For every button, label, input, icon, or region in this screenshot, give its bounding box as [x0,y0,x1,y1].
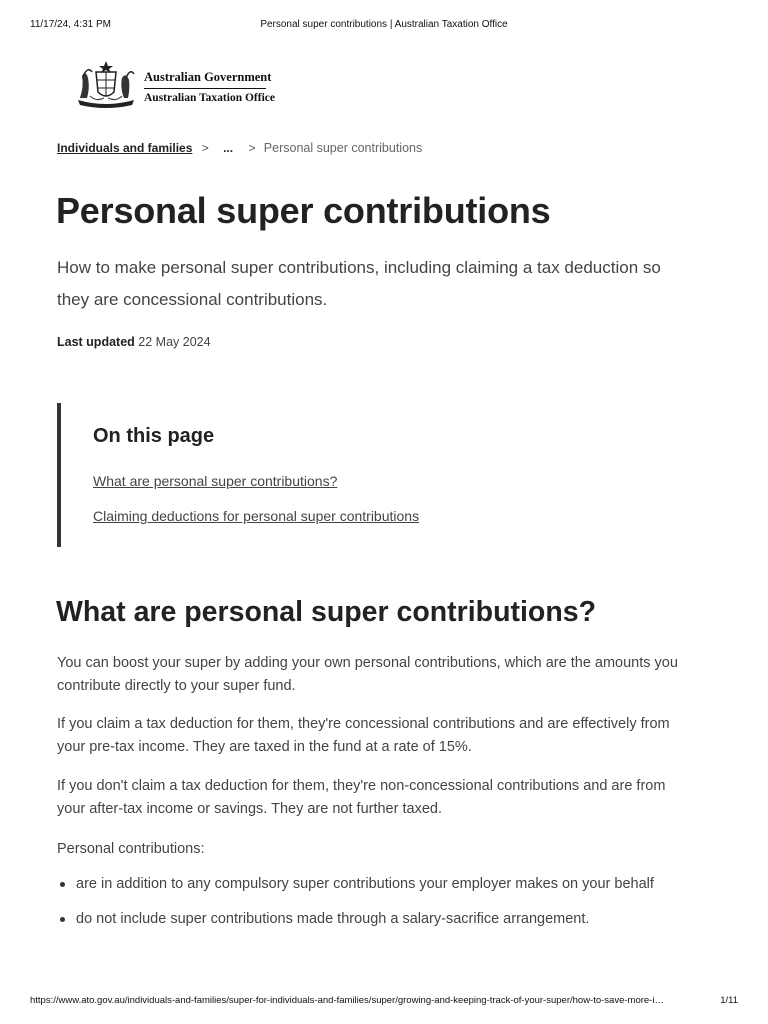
logo-ato-text: Australian Taxation Office [144,92,275,104]
print-footer [0,995,768,1009]
logo-government-text: Australian Government [144,70,272,84]
list-item: do not include super contributions made through a salary-sacrifice arrangement. [57,908,697,931]
page-intro: How to make personal super contributions, including claiming a tax deduction so they are concessional contributions. [57,258,661,309]
last-updated [57,335,211,349]
print-header [0,19,768,33]
section-paragraph: You can boost your super by adding your own personal contributions, which are the amounts you contribute directly to your super fund. [57,655,678,694]
coat-of-arms-icon [74,58,138,110]
breadcrumb-ellipsis-button[interactable]: ... [223,141,234,155]
section-paragraph: If you claim a tax deduction for them, they're concessional contributions and are effectively from your pre-tax income. They are taxed in the fund at a rate of 15%. [57,716,670,755]
logo-divider [144,88,266,89]
print-datetime: 11/17/24, 4:31 PM [30,19,111,30]
print-doc-title: Personal super contributions | Australian Taxation Office [260,19,508,30]
last-updated-date: 22 May 2024 [138,335,211,349]
on-this-page-heading: On this page [93,425,215,447]
page-number: 1/11 [720,995,738,1006]
breadcrumb-separator: > [201,141,209,155]
section-heading: What are personal super contributions? [56,596,596,628]
breadcrumb-link-individuals[interactable]: Individuals and families [57,141,193,155]
breadcrumb [57,141,422,155]
personal-contributions-list [57,873,697,943]
section-paragraph: Personal contributions: [57,841,205,857]
page-title: Personal super contributions [56,190,551,231]
section-paragraph: If you don't claim a tax deduction for them, they're non-concessional contributions and are from your after-tax income or savings. They are not further taxed. [57,778,666,817]
print-url: https://www.ato.gov.au/individuals-and-families/super-for-individuals-and-families/super/growing-and-keeping-track-of-your-super/how-to-save-more-i… [30,995,664,1006]
on-this-page-panel [57,403,701,547]
breadcrumb-current: Personal super contributions [263,141,423,155]
last-updated-label: Last updated [57,335,135,349]
toc-link-what-are-contributions[interactable]: What are personal super contributions? [93,473,338,489]
breadcrumb-separator: > [248,141,256,155]
toc-link-claiming-deductions[interactable]: Claiming deductions for personal super contributions [93,508,420,524]
australian-government-logo[interactable] [74,58,274,110]
list-item: are in addition to any compulsory super contributions your employer makes on your behalf [57,873,697,896]
